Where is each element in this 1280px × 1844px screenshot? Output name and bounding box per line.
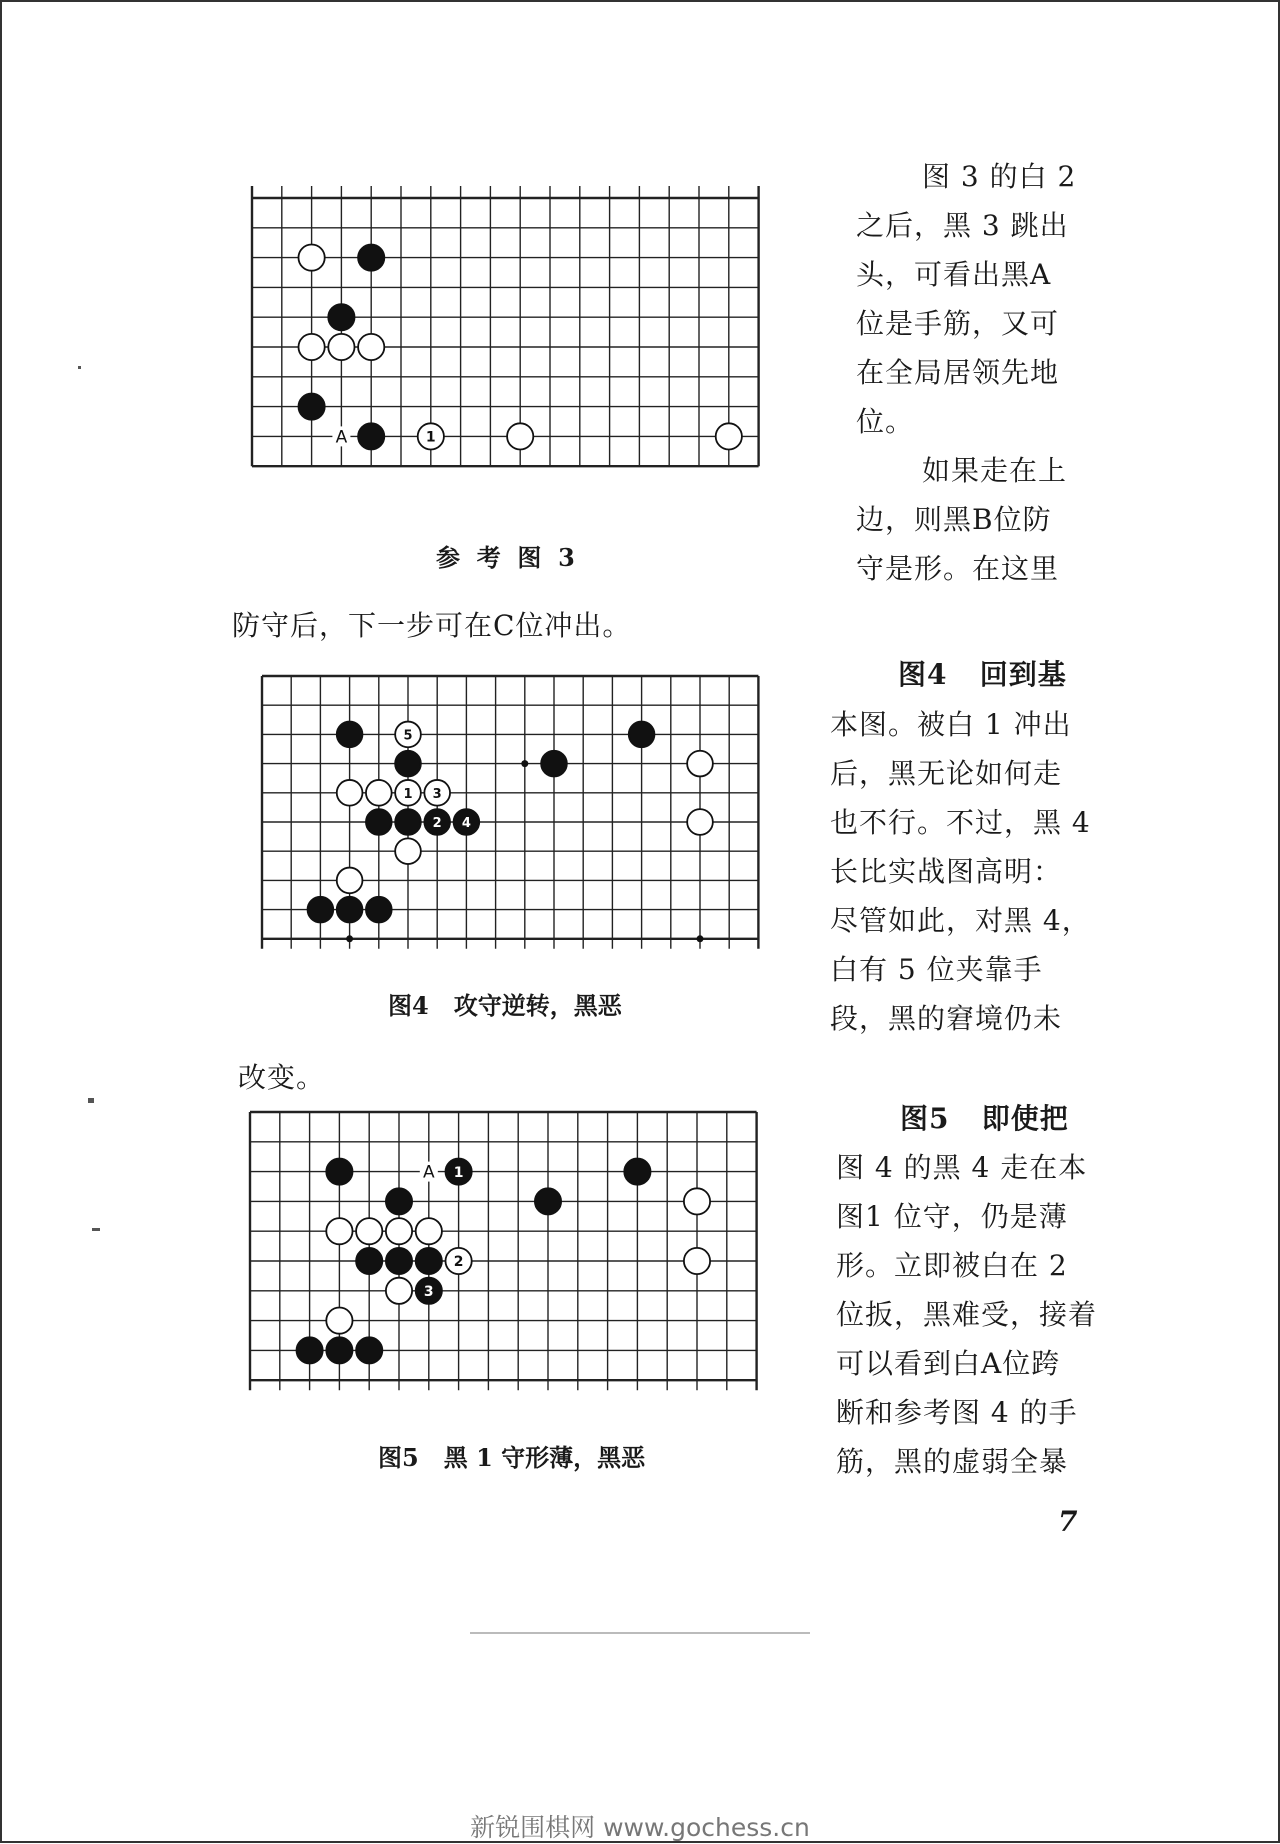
white-stone: [386, 1278, 412, 1304]
move-number: 4: [461, 816, 471, 832]
black-stone: [296, 1337, 322, 1363]
text-line: 图5 即使把: [900, 1102, 1069, 1135]
caption-ref3: 参 考 图 3: [436, 543, 575, 572]
text-line: 断和参考图 4 的手: [836, 1396, 1078, 1429]
black-stone: [326, 1158, 352, 1184]
white-stone: [687, 751, 713, 777]
black-stone: [386, 1248, 412, 1274]
text-line: 后，黑无论如何走: [830, 757, 1063, 790]
board-diagram-fig4: [256, 672, 788, 968]
text-line: 在全局居领先地: [856, 356, 1060, 389]
scan-speck: [78, 366, 81, 369]
black-stone: [356, 1248, 382, 1274]
white-stone: [326, 1218, 352, 1244]
white-stone: [298, 334, 324, 360]
text-line: 如果走在上: [922, 454, 1068, 487]
text-line: 图4 回到基: [898, 658, 1067, 691]
black-stone: [386, 1188, 412, 1214]
move-number: 1: [453, 1164, 464, 1181]
star-point: [697, 935, 704, 942]
text-line: 尽管如此，对黑 4，: [830, 904, 1091, 937]
black-stone: [298, 393, 324, 419]
move-number: 5: [403, 728, 413, 744]
text-line: 筋，黑的虚弱全暴: [836, 1445, 1069, 1478]
scan-speck: [470, 1632, 810, 1634]
caption-fig5: 图5 黑 1 守形薄，黑恶: [378, 1443, 646, 1472]
black-stone: [624, 1158, 650, 1184]
black-stone: [629, 722, 655, 748]
text-line: 之后，黑 3 跳出: [856, 209, 1069, 242]
black-stone: [416, 1248, 442, 1274]
footer-watermark: 新锐围棋网 www.gochess.cn: [470, 1813, 810, 1842]
white-stone: [326, 1307, 352, 1333]
black-stone: [541, 751, 567, 777]
text-line: 本图。被白 1 冲出: [830, 708, 1072, 741]
text-line: 长比实战图高明：: [830, 855, 1063, 888]
star-point: [346, 935, 353, 942]
move-number: 2: [453, 1254, 464, 1271]
scan-speck: [88, 1098, 94, 1103]
white-stone: [337, 868, 363, 894]
text-line: 图1 位守，仍是薄: [836, 1200, 1068, 1233]
white-stone: [507, 423, 533, 449]
black-stone: [328, 304, 354, 330]
white-stone: [358, 334, 384, 360]
scan-speck: [92, 1228, 100, 1231]
white-stone: [337, 780, 363, 806]
white-stone: [366, 780, 392, 806]
black-stone: [337, 722, 363, 748]
black-stone: [366, 897, 392, 923]
text-line: 守是形。在这里: [856, 552, 1060, 585]
move-number: 1: [403, 786, 413, 802]
point-letter: A: [335, 427, 348, 448]
text-line: 头，可看出黑A: [856, 258, 1052, 291]
move-number: 3: [432, 786, 442, 802]
text-line-ref3-tail: 防守后，下一步可在C位冲出。: [232, 609, 632, 642]
white-stone: [684, 1248, 710, 1274]
text-line: 形。立即被白在 2: [836, 1249, 1068, 1282]
black-stone: [358, 423, 384, 449]
black-stone: [356, 1337, 382, 1363]
black-stone: [366, 809, 392, 835]
black-stone: [337, 897, 363, 923]
board-diagram-fig5: [244, 1108, 790, 1430]
white-stone: [684, 1188, 710, 1214]
move-number: 2: [432, 816, 442, 832]
black-stone: [395, 809, 421, 835]
page-number: 7: [1058, 1505, 1078, 1538]
text-line: 边，则黑B位防: [856, 503, 1052, 536]
white-stone: [298, 244, 324, 270]
text-line: 图 3 的白 2: [922, 160, 1077, 193]
text-line: 白有 5 位夹靠手: [830, 953, 1043, 986]
white-stone: [687, 809, 713, 835]
black-stone: [535, 1188, 561, 1214]
text-line: 位是手筋，又可: [856, 307, 1060, 340]
white-stone: [386, 1218, 412, 1244]
black-stone: [308, 897, 334, 923]
white-stone: [416, 1218, 442, 1244]
text-line-fig4-tail: 改变。: [238, 1061, 326, 1094]
move-number: 1: [425, 429, 436, 446]
white-stone: [395, 838, 421, 864]
caption-fig4: 图4 攻守逆转，黑恶: [388, 991, 622, 1020]
star-point: [521, 760, 528, 767]
black-stone: [395, 751, 421, 777]
move-number: 3: [423, 1284, 434, 1301]
text-line: 图 4 的黑 4 走在本: [836, 1151, 1088, 1184]
white-stone: [716, 423, 742, 449]
text-line: 可以看到白A位跨: [836, 1347, 1061, 1380]
white-stone: [356, 1218, 382, 1244]
white-stone: [328, 334, 354, 360]
text-line: 位。: [856, 405, 915, 438]
text-line: 也不行。不过，黑 4: [830, 806, 1091, 839]
text-line: 段，黑的窘境仍未: [830, 1002, 1063, 1035]
board-diagram-ref3: [246, 180, 792, 510]
black-stone: [358, 244, 384, 270]
black-stone: [326, 1337, 352, 1363]
text-line: 位扳，黑难受，接着: [836, 1298, 1098, 1331]
point-letter: A: [422, 1162, 435, 1183]
